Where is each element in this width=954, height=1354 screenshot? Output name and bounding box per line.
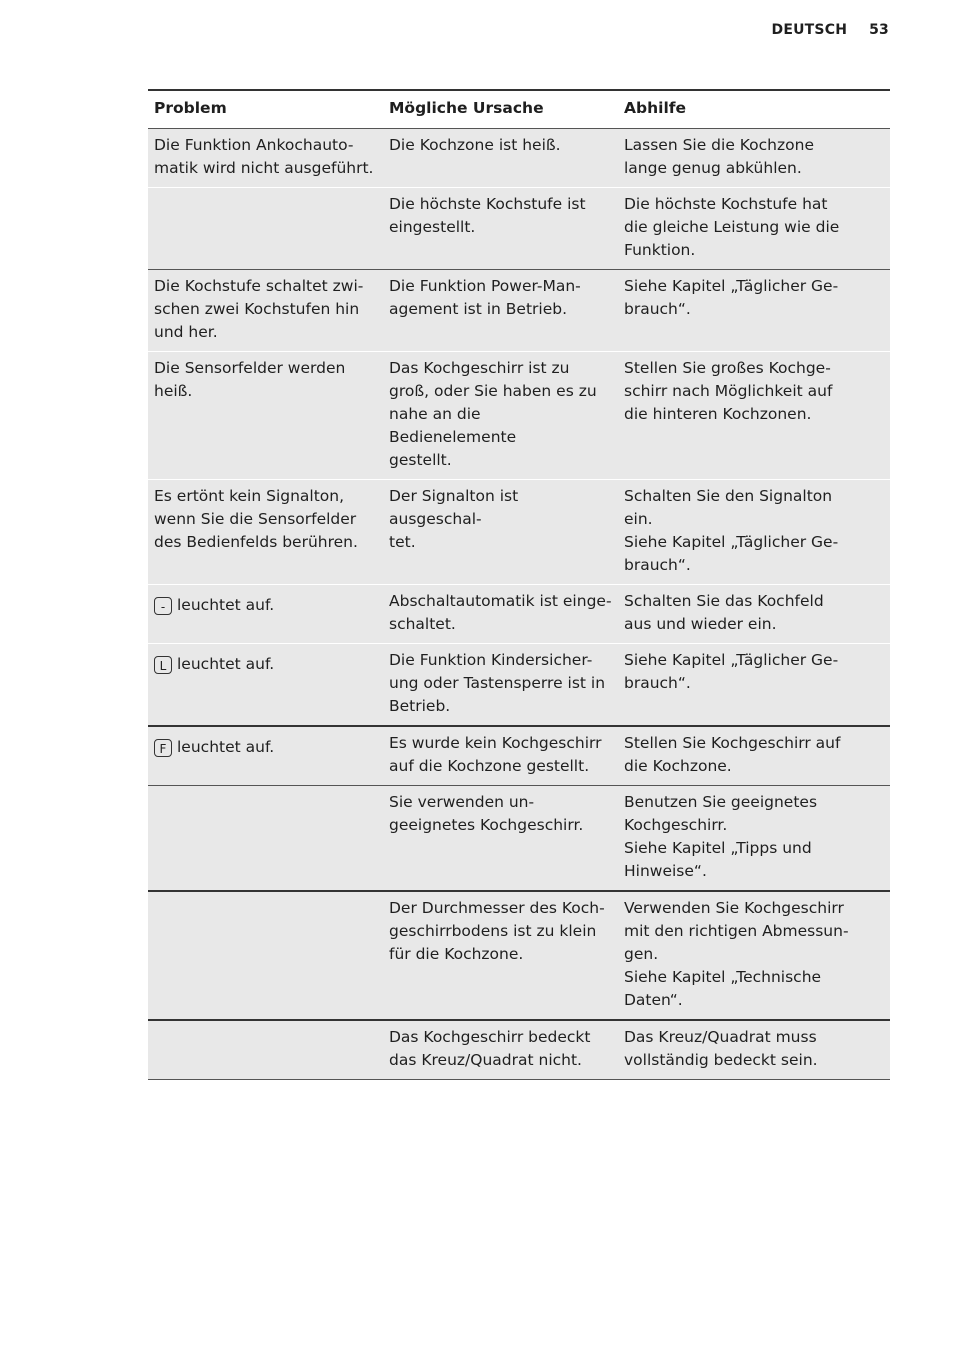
cell-text: leuchtet auf. (177, 738, 275, 756)
cell-cause (383, 129, 618, 188)
cell-problem (148, 129, 383, 188)
cell-text-line: geschirrbodens ist zu klein (389, 922, 597, 940)
cell-problem (148, 270, 383, 352)
cell-text-line: Siehe Kapitel „Tipps und (624, 839, 812, 857)
cell-problem (148, 188, 383, 270)
cell-text-line: Siehe Kapitel „Täglicher Ge- (624, 533, 839, 551)
cell-text-line: Siehe Kapitel „Technische (624, 968, 822, 986)
table-row (148, 644, 890, 727)
cell-text-line: Die höchste Kochstufe hat (624, 195, 828, 213)
column-header-problem: Problem (148, 90, 383, 129)
cell-problem (148, 644, 383, 727)
cell-remedy (618, 480, 890, 585)
cell-text-line: Es ertönt kein Signalton, (154, 487, 345, 505)
cell-text-line: das Kreuz/Quadrat nicht. (389, 1051, 582, 1069)
cell-text-line: Das Kochgeschirr ist zu (389, 359, 570, 377)
cell-remedy (618, 270, 890, 352)
cell-text: leuchtet auf. (177, 596, 275, 614)
cell-problem (148, 786, 383, 892)
cell-text-line: brauch“. (624, 556, 691, 574)
cell-text-line: tet. (389, 533, 416, 551)
cell-cause (383, 352, 618, 480)
cell-text-line: die Kochzone. (624, 757, 732, 775)
cell-text-line: nahe an die Bedienelemente (389, 405, 517, 446)
cell-text-line: und her. (154, 323, 218, 341)
table-row (148, 585, 890, 644)
cell-text-line: Lassen Sie die Kochzone (624, 136, 814, 154)
cell-text-line: für die Kochzone. (389, 945, 524, 963)
cell-text-line: Benutzen Sie geeignetes (624, 793, 818, 811)
cell-text-line: groß, oder Sie haben es zu (389, 382, 597, 400)
table-row (148, 270, 890, 352)
cell-remedy (618, 726, 890, 786)
language-label: DEUTSCH (771, 22, 848, 38)
cell-text-line: des Bedienfelds berühren. (154, 533, 358, 551)
cell-text-line: Schalten Sie das Kochfeld (624, 592, 824, 610)
cell-text-line: wenn Sie die Sensorfelder (154, 510, 357, 528)
cell-text-line: schirr nach Möglichkeit auf (624, 382, 833, 400)
cell-text-line: Die Funktion Power-Man- (389, 277, 581, 295)
cell-text-line: heiß. (154, 382, 193, 400)
cell-text-line: geeignetes Kochgeschirr. (389, 816, 584, 834)
cell-text-line: Abschaltautomatik ist einge- (389, 592, 612, 610)
table-row (148, 352, 890, 480)
cell-text-line: Verwenden Sie Kochgeschirr (624, 899, 844, 917)
cell-problem (148, 585, 383, 644)
cell-text-line: matik wird nicht ausgeführt. (154, 159, 374, 177)
cell-text-line: Kochgeschirr. (624, 816, 728, 834)
table-row (148, 786, 890, 892)
cell-text-line: agement ist in Betrieb. (389, 300, 568, 318)
cell-text-line: die gleiche Leistung wie die (624, 218, 840, 236)
cell-problem (148, 726, 383, 786)
cell-remedy (618, 129, 890, 188)
page-number: 53 (869, 22, 889, 38)
table-row (148, 129, 890, 188)
cell-remedy (618, 891, 890, 1020)
cell-text-line: schen zwei Kochstufen hin (154, 300, 360, 318)
cell-text-line: Betrieb. (389, 697, 451, 715)
display-symbol-icon: L (154, 656, 172, 674)
cell-text-line: Stellen Sie großes Kochge- (624, 359, 831, 377)
cell-text-line: die hinteren Kochzonen. (624, 405, 812, 423)
cell-problem (148, 352, 383, 480)
cell-text-line: gestellt. (389, 451, 452, 469)
table-row (148, 480, 890, 585)
cell-remedy (618, 644, 890, 727)
cell-remedy (618, 352, 890, 480)
cell-text-line: Hinweise“. (624, 862, 707, 880)
cell-remedy (618, 786, 890, 892)
cell-cause (383, 480, 618, 585)
page-header (772, 22, 889, 38)
cell-text-line: ung oder Tastensperre ist in (389, 674, 606, 692)
troubleshooting-table (148, 89, 890, 1080)
cell-text-line: Siehe Kapitel „Täglicher Ge- (624, 277, 839, 295)
cell-text-line: Es wurde kein Kochgeschirr (389, 734, 602, 752)
cell-problem (148, 480, 383, 585)
cell-text-line: Daten“. (624, 991, 683, 1009)
table-row (148, 188, 890, 270)
cell-text: leuchtet auf. (177, 655, 275, 673)
cell-text-line: aus und wieder ein. (624, 615, 777, 633)
table-body (148, 129, 890, 1080)
cell-text-line: lange genug abkühlen. (624, 159, 802, 177)
cell-text-line: mit den richtigen Abmessun- (624, 922, 849, 940)
cell-text-line: auf die Kochzone gestellt. (389, 757, 590, 775)
cell-text-line: Der Durchmesser des Koch- (389, 899, 605, 917)
table-header-row (148, 90, 890, 129)
column-header-remedy: Abhilfe (618, 90, 890, 129)
cell-text-line: gen. (624, 945, 659, 963)
cell-cause (383, 1020, 618, 1080)
cell-text-line: eingestellt. (389, 218, 476, 236)
cell-cause (383, 786, 618, 892)
cell-text-line: brauch“. (624, 674, 691, 692)
column-header-cause: Mögliche Ursache (383, 90, 618, 129)
cell-problem (148, 891, 383, 1020)
cell-text-line: Die Funktion Kindersicher- (389, 651, 593, 669)
cell-text-line: Die Funktion Ankochauto- (154, 136, 354, 154)
cell-text-line: ein. (624, 510, 653, 528)
cell-text-line: Das Kreuz/Quadrat muss (624, 1028, 817, 1046)
table-row (148, 726, 890, 786)
cell-text-line: Die höchste Kochstufe ist (389, 195, 586, 213)
cell-remedy (618, 585, 890, 644)
cell-text-line: Funktion. (624, 241, 696, 259)
cell-cause (383, 644, 618, 727)
cell-text-line: Die Sensorfelder werden (154, 359, 346, 377)
cell-text-line: Die Kochstufe schaltet zwi- (154, 277, 364, 295)
cell-text-line: Schalten Sie den Signalton (624, 487, 833, 505)
cell-text-line: Die Kochzone ist heiß. (389, 136, 561, 154)
cell-text-line: vollständig bedeckt sein. (624, 1051, 818, 1069)
cell-cause (383, 726, 618, 786)
cell-cause (383, 188, 618, 270)
cell-text-line: Das Kochgeschirr bedeckt (389, 1028, 591, 1046)
cell-remedy (618, 1020, 890, 1080)
cell-text-line: Der Signalton ist ausgeschal- (389, 487, 519, 528)
cell-remedy (618, 188, 890, 270)
cell-text-line: Sie verwenden un- (389, 793, 535, 811)
cell-cause (383, 585, 618, 644)
cell-text-line: schaltet. (389, 615, 456, 633)
display-symbol-icon: - (154, 597, 172, 615)
table-row (148, 891, 890, 1020)
cell-text-line: brauch“. (624, 300, 691, 318)
cell-cause (383, 270, 618, 352)
cell-text-line: Siehe Kapitel „Täglicher Ge- (624, 651, 839, 669)
cell-cause (383, 891, 618, 1020)
cell-text-line: Stellen Sie Kochgeschirr auf (624, 734, 841, 752)
table-row (148, 1020, 890, 1080)
display-symbol-icon: F (154, 739, 172, 757)
cell-problem (148, 1020, 383, 1080)
